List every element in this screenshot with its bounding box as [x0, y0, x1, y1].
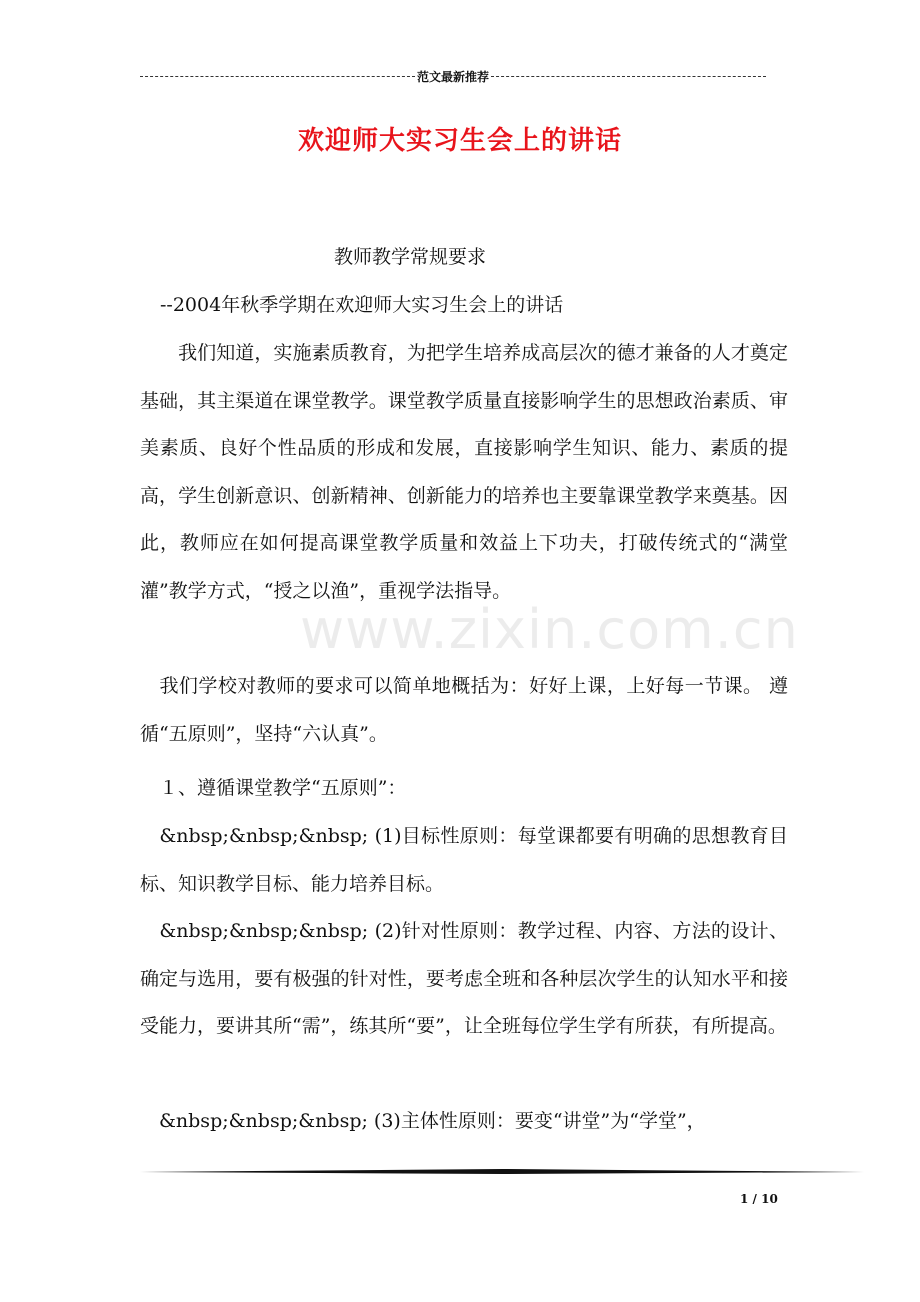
footer-rule	[140, 1166, 864, 1176]
document-body-2	[140, 663, 788, 758]
paragraph-requirements: 我们学校对教师的要求可以简单地概括为：好好上课，上好每一节课。 遵循“五原则”，坚持“六认真”。	[140, 675, 788, 745]
header-label: 范文最新推荐	[417, 69, 490, 84]
paragraph-intro: 我们知道，实施素质教育，为把学生培养成高层次的德才兼备的人才奠定基础，其主渠道在课堂教学。课堂教学质量直接影响学生的思想政治素质、审美素质、良好个性品质的形成和发展，直接影响学生知识、能力、素质的提高，学生创新意识、创新精神、创新能力的培养也主要靠课堂教学来奠基。因此，教师应在如何提高课堂教学质量和效益上下功夫，打破传统式的“满堂灌”教学方式，“授之以渔”，重视学法指导。	[140, 342, 788, 602]
paragraph-principle-2: &nbsp;&nbsp;&nbsp; (2)针对性原则：教学过程、内容、方法的设计、确定与选用，要有极强的针对性，要考虑全班和各种层次学生的认知水平和接受能力，要讲其所“需”，练其所“要”，让全班每位学生学有所获，有所提高。	[140, 920, 788, 1038]
watermark-text: www.zixin.com.cn	[300, 598, 799, 661]
document-body-6	[140, 1098, 788, 1146]
document-subtitle: 教师教学常规要求	[334, 246, 487, 268]
document-body-4	[140, 813, 788, 908]
header-dash-left	[140, 76, 415, 77]
paragraph-principle-3: &nbsp;&nbsp;&nbsp; (3)主体性原则：要变“讲堂”为“学堂”，	[140, 1110, 706, 1132]
document-title: 欢迎师大实习生会上的讲话	[297, 126, 622, 156]
page-header	[140, 68, 766, 84]
page-number: 1 / 10	[740, 1192, 778, 1206]
paragraph-principle-1: &nbsp;&nbsp;&nbsp; (1)目标性原则：每堂课都要有明确的思想教育目标、知识教学目标、能力培养目标。	[140, 825, 788, 895]
paragraph-five-principles-heading: １、遵循课堂教学“五原则”：	[140, 777, 407, 799]
document-body-3	[140, 765, 788, 813]
document-body	[140, 330, 788, 616]
document-body-5	[140, 908, 788, 1051]
header-dash-right	[491, 76, 766, 77]
document-dateline: --2004年秋季学期在欢迎师大实习生会上的讲话	[160, 294, 564, 316]
